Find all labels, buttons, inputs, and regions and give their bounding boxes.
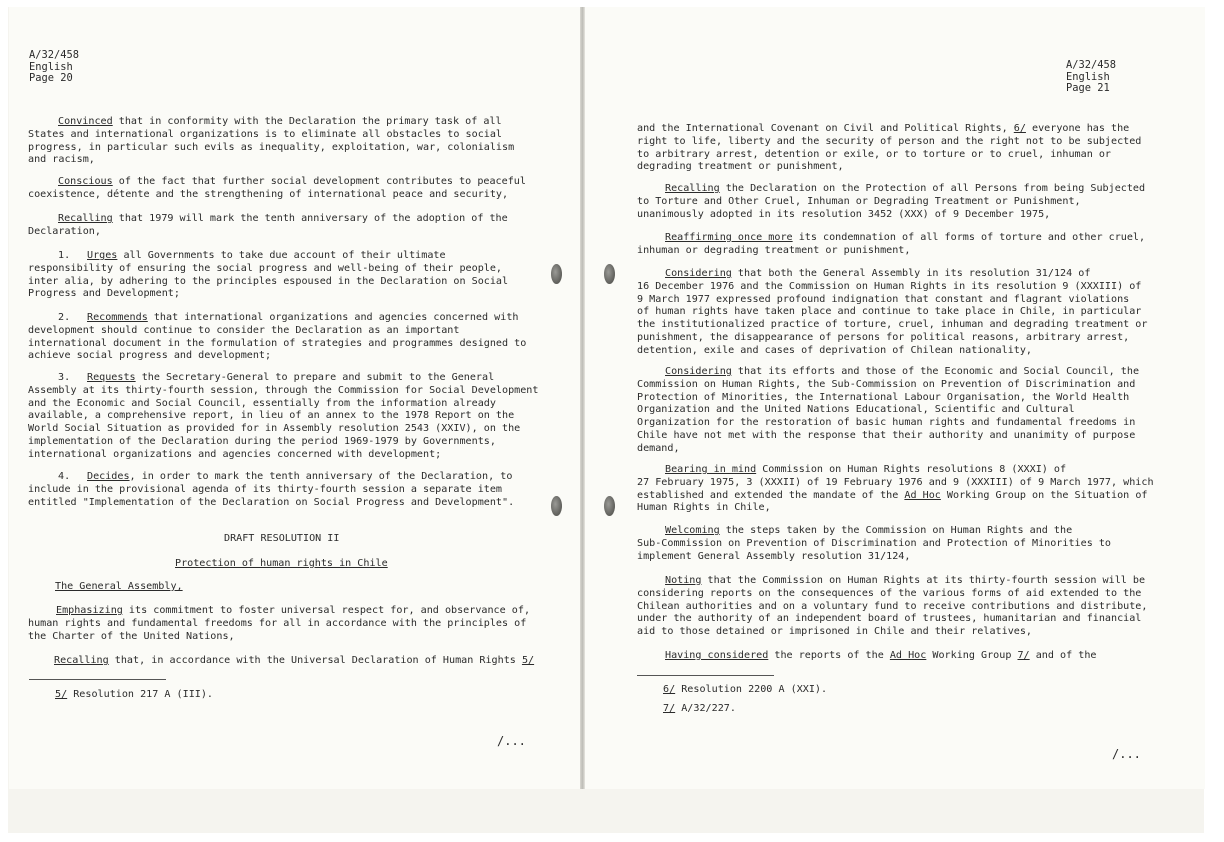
para-lead: Recalling: [58, 213, 113, 224]
para-lead: Convinced: [58, 116, 113, 127]
para-first-line: [637, 183, 1145, 196]
para-line: Chile have not met with the response that their authority and unanimity of purpose: [637, 429, 1136, 441]
para-line: Organization and the United Nations Educational, Scientific and Cultural: [637, 404, 1075, 416]
adhoc-term: Ad Hoc: [889, 650, 927, 661]
header-line: Page 21: [1066, 82, 1110, 94]
para-text: that in conformity with the Declaration the primary task of all: [112, 116, 502, 127]
para-line: entitled "Implementation of the Declaration on Social Progress and Development".: [28, 496, 515, 508]
footnote: [663, 703, 736, 716]
para-line: achieve social progress and development;: [28, 350, 272, 362]
assembly-text: The General Assembly,: [55, 581, 183, 592]
para-lead: Requests: [87, 372, 136, 383]
para-line: [637, 490, 1154, 503]
para-text: established and extended the mandate of the: [637, 489, 905, 501]
para-text: Working Group: [926, 650, 1018, 661]
having-considered-paragraph: [637, 650, 1097, 663]
para-first-line: [28, 605, 530, 618]
para-line: punishment, the disappearance of persons for political reasons, arbitrary arrest,: [637, 331, 1130, 343]
para-first-line: [28, 372, 538, 385]
para-line: of human rights have taken place and continue to take place in Chile, in particular: [637, 306, 1142, 318]
para-line: Commission on Human Rights, the Sub-Commission on Prevention of Discrimination and: [637, 378, 1136, 390]
para-number: 3.: [58, 372, 71, 383]
welcoming-paragraph: [637, 525, 1111, 563]
preamble-paragraph: [637, 268, 1147, 358]
para-line: international organizations and agencies concerned with development;: [28, 448, 442, 460]
bearing-paragraph: [637, 464, 1154, 515]
para-line: Organization for the restoration of basic human rights and fundamental freedoms in: [637, 417, 1136, 429]
para-line: Human Rights in Chile,: [637, 502, 771, 514]
para-lead: Considering: [665, 366, 732, 377]
para-text: , in order to mark the tenth anniversary of the Declaration, to: [129, 471, 513, 482]
para-text: that its efforts and those of the Economic and Social Council, the: [731, 366, 1140, 377]
resolution-paragraph: [28, 312, 526, 363]
para-lead: Recalling: [665, 183, 720, 194]
para-first-line: [637, 232, 1145, 245]
recalling-paragraph: [28, 655, 534, 668]
para-text: its commitment to foster universal respect for, and observance of,: [122, 605, 531, 616]
footnote-ref: 6/: [663, 684, 676, 695]
para-line: human rights and fundamental freedoms for all in accordance with the principles of: [28, 617, 527, 629]
para-line: inhuman or degrading treatment or punishment,: [637, 244, 911, 256]
emphasizing-paragraph: [28, 605, 530, 643]
para-line: aid to those detained or imprisoned in Chile and their relatives,: [637, 626, 1033, 638]
para-line: Sub-Commission on Prevention of Discrimination and Protection of Minorities to: [637, 537, 1112, 549]
footnote-ref: 7/: [1017, 650, 1030, 661]
header-line: English: [29, 60, 73, 73]
para-line: available, a comprehensive report, in lieu of an annex to the 1978 Report on the: [28, 410, 515, 422]
para-number: 1.: [58, 250, 71, 261]
footnote: [663, 684, 827, 697]
para-first-line: [637, 268, 1147, 281]
para-lead: Recalling: [54, 655, 109, 666]
resolution-paragraph: [28, 176, 526, 202]
continued-paragraph: [637, 123, 1141, 174]
draft-resolution-title: [175, 558, 388, 571]
para-line: international document in the formulation of strategies and programmes designed to: [28, 337, 527, 349]
para-line: Protection of Minorities, the International Labour Organisation, the World Health: [637, 391, 1130, 403]
para-first-line: [637, 366, 1139, 379]
para-text: that both the General Assembly in its resolution 31/124 of: [731, 268, 1091, 279]
para-line: detention, exile and cases of deprivation of Chilean nationality,: [637, 344, 1033, 356]
para-text: and the International Covenant on Civil and Political Rights,: [637, 123, 1014, 134]
adhoc-term: Ad Hoc: [904, 489, 941, 501]
para-line: development should continue to consider the Declaration as an important: [28, 324, 460, 336]
preamble-paragraph: [637, 232, 1145, 258]
resolution-paragraph: [28, 250, 508, 301]
continued-marker: /...: [497, 734, 526, 748]
general-assembly-line: [55, 581, 183, 594]
footnote-text: Resolution 2200 A (XXI).: [675, 684, 828, 695]
para-text: everyone has the: [1025, 123, 1130, 134]
para-text: and of the: [1029, 650, 1097, 661]
para-first-line: [637, 464, 1154, 477]
para-first-line: [28, 213, 508, 226]
noting-paragraph: [637, 575, 1147, 639]
para-text: Working Group on the Situation of: [940, 489, 1148, 501]
para-line: the Charter of the United Nations,: [28, 630, 235, 642]
para-line: unanimously adopted in its resolution 3452 (XXX) of 9 December 1975,: [637, 208, 1051, 220]
para-text: the reports of the: [768, 650, 890, 661]
para-line: 16 December 1976 and the Commission on Human Rights in its resolution 9 (XXXIII) of: [637, 280, 1142, 292]
page-header-right: [1066, 60, 1116, 95]
para-lead: Recommends: [87, 312, 148, 323]
para-text: that, in accordance with the Universal Declaration of Human Rights: [108, 655, 522, 666]
para-first-line: [28, 312, 526, 325]
punch-hole: [551, 264, 562, 284]
para-line: demand,: [637, 442, 680, 454]
para-line: under the authority of an independent board of trustees, humanitarian and financial: [637, 613, 1142, 625]
para-first-line: [637, 575, 1147, 588]
para-line: Progress and Development;: [28, 288, 180, 300]
draft-resolution-heading: DRAFT RESOLUTION II: [224, 533, 340, 544]
resolution-paragraph: [28, 372, 538, 462]
para-text: the steps taken by the Commission on Human Rights and the: [719, 525, 1073, 536]
header-line: Page 20: [29, 72, 73, 84]
para-line: Declaration,: [28, 225, 101, 237]
para-line: Chilean authorities and on a voluntary fund to receive contributions and distribute,: [637, 600, 1148, 612]
preamble-paragraph: [637, 183, 1145, 221]
para-line: and racism,: [28, 154, 95, 166]
para-lead: Welcoming: [665, 525, 720, 536]
para-line: implementation of the Declaration during the period 1969-1979 by Governments,: [28, 435, 496, 447]
punch-hole: [604, 264, 615, 284]
footnote-rule: [29, 679, 166, 680]
para-line: considering reports on the consequences of the various forms of aid extended to the: [637, 587, 1142, 599]
para-first-line: [28, 116, 514, 129]
footnote: [55, 689, 213, 702]
para-first-line: [28, 250, 508, 263]
para-lead: Considering: [665, 268, 732, 279]
para-line: to Torture and Other Cruel, Inhuman or Degrading Treatment or Punishment,: [637, 195, 1081, 207]
para-text: that the Commission on Human Rights at its thirty-fourth session will be: [701, 575, 1146, 586]
para-lead: Conscious: [58, 176, 113, 187]
para-lead: Bearing in mind: [665, 464, 757, 475]
para-line: 27 February 1975, 3 (XXXII) of 19 February 1976 and 9 (XXXIII) of 9 March 1977, which: [637, 476, 1154, 488]
para-line: to arbitrary arrest, detention or exile, or to torture or to cruel, inhuman or: [637, 148, 1112, 160]
footnote-text: Resolution 217 A (III).: [67, 689, 214, 700]
header-line: English: [1066, 70, 1110, 83]
para-line: Assembly at its thirty-fourth session, through the Commission for Social Development: [28, 384, 539, 396]
para-lead: Emphasizing: [56, 605, 123, 616]
para-line: States and international organizations is to eliminate all obstacles to social: [28, 128, 503, 140]
para-text: of the fact that further social development contributes to peaceful: [112, 176, 526, 187]
resolution-paragraph: [28, 213, 508, 239]
para-lead: Noting: [665, 575, 702, 586]
footnote-text: A/32/227.: [675, 703, 736, 714]
resolution-paragraph: [28, 471, 514, 509]
para-line: World Social Situation as provided for in Assembly resolution 2543 (XXIV), on the: [28, 423, 521, 435]
para-number: 2.: [58, 312, 71, 323]
para-lead: Reaffirming once more: [665, 232, 793, 243]
resolution-paragraph: [28, 116, 514, 167]
para-line: progress, in particular such evils as inequality, exploitation, war, colonialism: [28, 141, 515, 153]
para-text: all Governments to take due account of their ultimate: [117, 250, 446, 261]
footnote-ref: 5/: [55, 689, 68, 700]
para-line: responsibility of ensuring the social progress and well-being of their people,: [28, 262, 503, 274]
footnote-rule: [637, 675, 774, 676]
header-line: A/32/458: [29, 49, 80, 61]
para-lead: Urges: [87, 250, 118, 261]
para-first-line: [28, 471, 514, 484]
para-text: the Secretary-General to prepare and submit to the General: [135, 372, 495, 383]
footnote-ref: 5/: [521, 655, 535, 666]
punch-hole: [604, 496, 615, 516]
para-text: that international organizations and agencies concerned with: [147, 312, 519, 323]
para-first-line: [28, 176, 526, 189]
para-first-line: [637, 525, 1111, 538]
para-number: 4.: [58, 471, 71, 482]
continued-marker: /...: [1112, 747, 1141, 761]
para-line: 9 March 1977 expressed profound indignation that constant and flagrant violations: [637, 293, 1130, 305]
para-line: the institutionalized practice of torture, cruel, inhuman and degrading treatment or: [637, 319, 1148, 331]
header-line: A/32/458: [1066, 59, 1117, 71]
para-line: and the Economic and Social Council, essentially from the information already: [28, 397, 496, 409]
punch-hole: [551, 496, 562, 516]
footnote-ref: 6/: [1013, 123, 1026, 134]
preamble-paragraph: [637, 366, 1139, 456]
para-lead: Having considered: [665, 650, 769, 661]
para-line: right to life, liberty and the security of person and the right not to be subjected: [637, 135, 1142, 147]
para-line: degrading treatment or punishment,: [637, 161, 844, 173]
page-header-left: [29, 50, 79, 85]
para-line: inter alia, by adhering to the principles espoused in the Declaration on Social: [28, 275, 509, 287]
title-text: Protection of human rights in Chile: [175, 558, 388, 569]
para-line: include in the provisional agenda of its thirty-fourth session a separate item: [28, 483, 503, 495]
para-text: the Declaration on the Protection of all Persons from being Subjected: [719, 183, 1146, 194]
para-line: implement General Assembly resolution 31/124,: [637, 550, 911, 562]
para-text: Commission on Human Rights resolutions 8 (XXXI) of: [756, 464, 1067, 475]
footnote-ref: 7/: [663, 703, 676, 714]
para-lead: Decides: [87, 471, 130, 482]
para-text: that 1979 will mark the tenth anniversary of the adoption of the: [112, 213, 508, 224]
para-text: its condemnation of all forms of torture and other cruel,: [792, 232, 1146, 243]
para-first-line: [637, 123, 1141, 136]
para-line: coexistence, détente and the strengthening of international peace and security,: [28, 188, 509, 200]
